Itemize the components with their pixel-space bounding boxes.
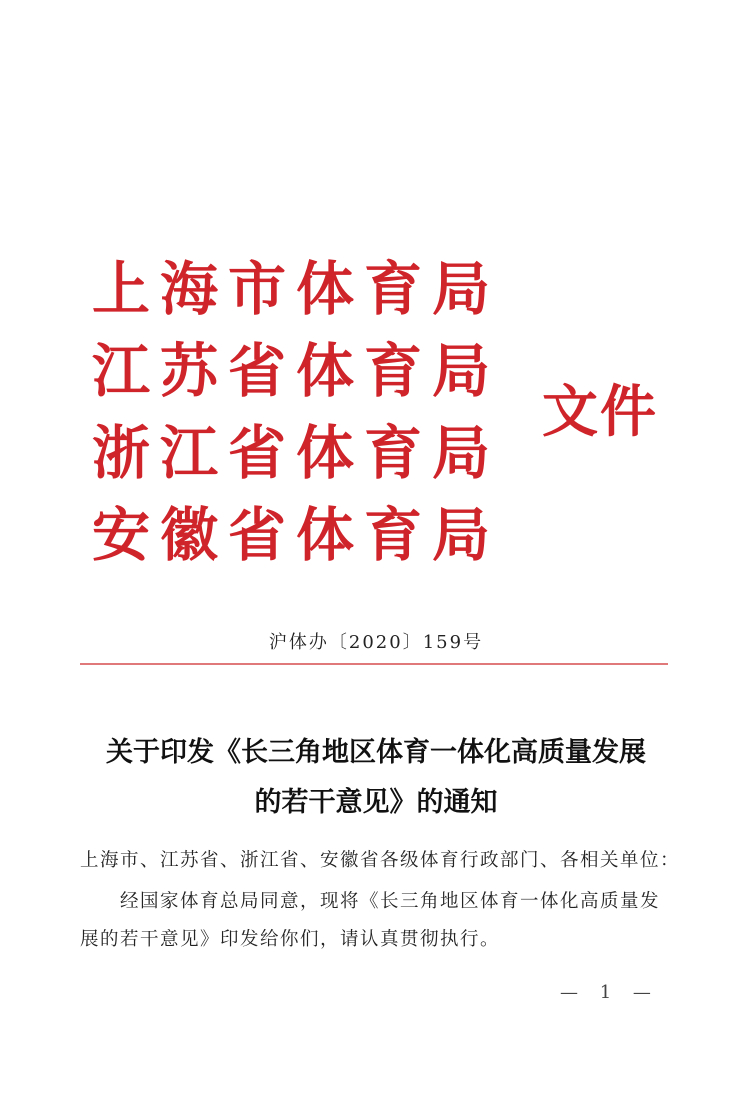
issuer-list bbox=[92, 248, 501, 576]
document-title bbox=[0, 728, 752, 828]
issuer-anhui: 安徽省体育局 bbox=[92, 501, 501, 569]
document-type-label: 文件 bbox=[542, 380, 658, 445]
document-number: 沪体办〔2020〕159号 bbox=[268, 632, 484, 653]
title-line-2: 的若干意见》的通知 bbox=[254, 787, 498, 818]
red-divider bbox=[80, 663, 668, 665]
title-line-1: 关于印发《长三角地区体育一体化高质量发展 bbox=[106, 737, 646, 768]
body-paragraph bbox=[80, 883, 672, 959]
page-number: — 1 — bbox=[560, 982, 659, 1003]
issuer-shanghai: 上海市体育局 bbox=[92, 255, 501, 323]
body-line-2: 展的若干意见》印发给你们，请认真贯彻执行。 bbox=[80, 929, 501, 950]
addressee: 上海市、江苏省、浙江省、安徽省各级体育行政部门、各相关单位： bbox=[80, 850, 681, 871]
body-line-1: 经国家体育总局同意，现将《长三角地区体育一体化高质量发 bbox=[120, 891, 661, 912]
issuer-zhejiang: 浙江省体育局 bbox=[92, 419, 501, 487]
issuer-jiangsu: 江苏省体育局 bbox=[92, 337, 501, 405]
